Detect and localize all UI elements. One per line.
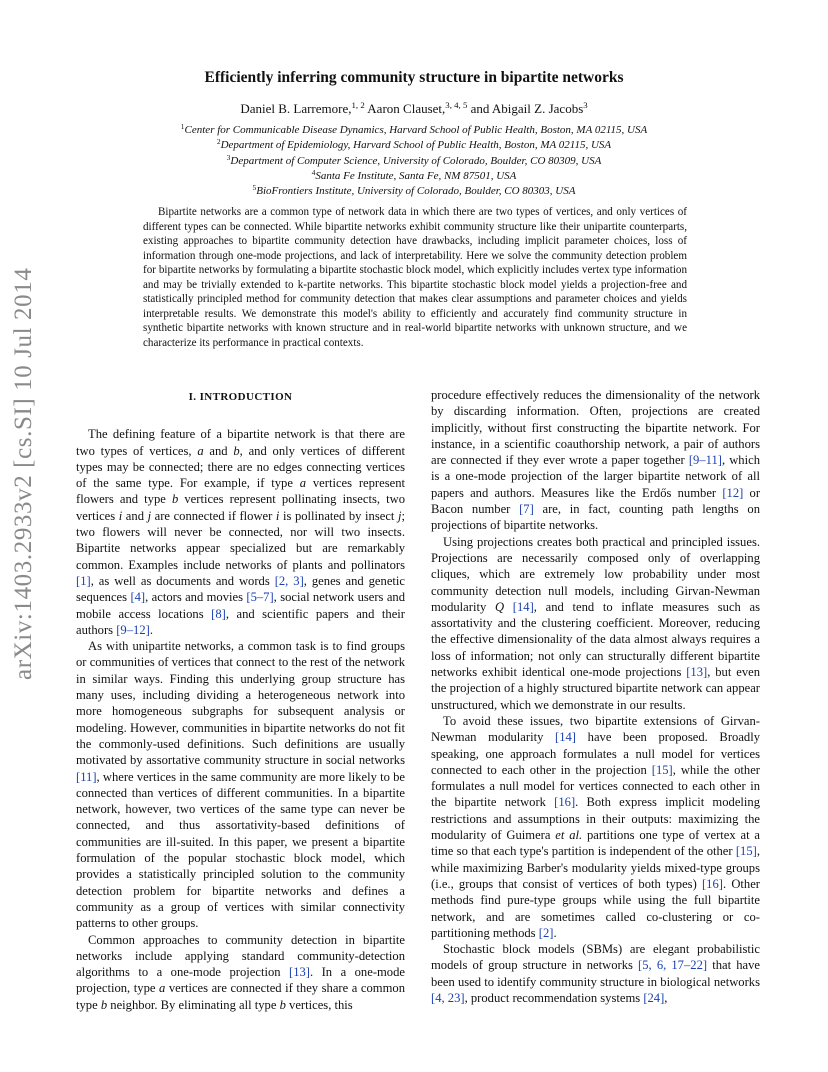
author: Aaron Clauset,$^{3, 4, 5}$ — [367, 100, 468, 116]
text-run: vertices are connected if they share a common type — [76, 981, 405, 1012]
text-run: partitions one type of vertex at a time so that each type's partition is independent of the other — [431, 828, 760, 859]
arxiv-identifier: arXiv:1403.2933v2 [cs.SI] 10 Jul 2014 — [10, 267, 37, 680]
math-symbol: a — [197, 443, 204, 458]
text-run: , while the other formulates a null model for vertices connected to each other in the bipartite network — [431, 762, 761, 810]
math-symbol: i — [118, 508, 123, 523]
citation-link[interactable]: [12] — [722, 485, 744, 500]
right-column — [431, 387, 760, 1006]
math-symbol: Q — [494, 599, 505, 614]
citation-link[interactable]: [2] — [538, 925, 554, 940]
citation-link[interactable]: [15] — [735, 844, 757, 859]
text-run: and — [122, 508, 148, 523]
text-run: , — [664, 990, 668, 1005]
text-run: , product recommendation systems — [464, 990, 644, 1005]
section-heading: I. INTRODUCTION — [188, 391, 293, 403]
text-run: are connected if flower — [151, 508, 276, 523]
text-run: Stochastic block models (SBMs) are elegant probabilistic models of group structure in networks — [431, 942, 760, 973]
text-run: . — [149, 622, 153, 637]
text-run: Using projections creates both practical and principled issues. Projections are necessarily composed only of overlapping cliques, which are extremely low probability under most community detection null models, including Girvan-Newman modularity — [431, 534, 760, 614]
text-run: have been proposed. Broadly speaking, one approach formulates a null model for vertices connected to each other in the projection — [431, 730, 760, 777]
math-symbol: j — [147, 508, 152, 523]
citation-link[interactable]: [8] — [211, 606, 226, 621]
text-run: , but even the projection of a highly structured bipartite network can appear unstructured, which we demonstrate in our results. — [431, 665, 760, 712]
math-symbol: b — [100, 997, 108, 1012]
citation-link[interactable]: [14] — [512, 599, 534, 614]
text-run: Common approaches to community detection in bipartite networks include applying standard community-detection algorithms to a one-mode projection — [76, 932, 405, 980]
text-run: To avoid these issues, two bipartite extensions of Girvan-Newman modularity — [431, 713, 760, 745]
affiliation-line: $^2$Department of Epidemiology, Harvard School of Public Health, Boston, MA 02115, USA — [216, 137, 612, 152]
math-symbol: b — [233, 443, 240, 458]
abstract: Bipartite networks are a common type of network data in which there are two types of vertices, and only vertices of different types can be connected. While bipartite networks exhibit community structure like their unipartite counterparts, existing approaches to bipartite community detection have drawbacks, including implicit parameter choices, loss of information through one-mode projections, and lack of interpretability. Here we solve the community detection problem for bipartite networks by formulating a bipartite stochastic block model, which explicitly includes vertex type information and may be trivially extended to k-partite networks. This bipartite stochastic block model yields a projection-free and statistically principled method for community detection that makes clear assumptions and parameter choices and yields interpretable results. We demonstrate this model's ability to efficiently and accurately find community structure in synthetic bipartite networks with known structure and in real-world bipartite networks with unknown structure, and we characterize its performance in practical contexts. — [143, 206, 687, 349]
author: Daniel B. Larremore,$^{1, 2}$ — [240, 100, 365, 116]
text-run: vertices represent pollinating insects, two vertices — [76, 492, 405, 523]
paper-title: Efficiently inferring community structure in bipartite networks — [204, 69, 624, 86]
text-run: , actors and movies — [145, 590, 247, 605]
author: and Abigail Z. Jacobs$^3$ — [470, 100, 588, 116]
body-paragraph — [76, 932, 405, 1013]
text-run: , as well as documents and words — [90, 573, 275, 588]
text-run: and — [203, 443, 234, 458]
citation-link[interactable]: [9–11] — [688, 453, 722, 468]
text-run: that have been used to identify community structure in biological networks — [431, 958, 760, 989]
math-symbol: b — [171, 492, 179, 507]
affiliation-line: $^3$Department of Computer Science, University of Colorado, Boulder, CO 80309, USA — [226, 152, 602, 167]
citation-link[interactable]: [13] — [289, 965, 310, 980]
text-run: are, in fact, counting path lengths on projections of bipartite networks. — [431, 502, 760, 533]
text-run: is pollinated by insect — [279, 508, 398, 523]
text-run: . Both express implicit modeling restrictions and assumptions in their outputs: maximizing the modularity of Guimera — [431, 795, 760, 843]
citation-link[interactable]: [16] — [701, 876, 723, 891]
affiliation-line: $^1$Center for Communicable Disease Dynamics, Harvard School of Public Health, Boston, MA 02115, USA — [180, 121, 648, 136]
text-run: The defining feature of a bipartite network is that there are two types of vertices, — [76, 427, 405, 458]
body-paragraph — [76, 638, 405, 931]
citation-link[interactable]: [11] — [76, 769, 97, 784]
text-run: neighbor. By eliminating all type — [107, 997, 280, 1012]
body-paragraph — [431, 534, 760, 713]
text-run: or Bacon number — [431, 485, 761, 517]
math-symbol: j — [398, 508, 402, 523]
citation-link[interactable]: [7] — [519, 502, 534, 517]
citation-link[interactable]: [1] — [76, 573, 91, 588]
left-column — [76, 387, 405, 1013]
body-paragraph — [431, 713, 760, 941]
text-run: , and scientific papers and their authors — [76, 606, 405, 637]
citation-link[interactable]: [13] — [686, 665, 708, 680]
math-symbol: et al. — [555, 828, 583, 843]
text-run: . Other methods find pure-type groups while using the full bipartite network, and are sometimes called co-clustering or co-partitioning methods — [431, 876, 760, 940]
math-symbol: a — [159, 981, 166, 996]
text-run: , and tend to inflate measures such as assortativity and the clustering coefficient. Moreover, reducing the effective dimensionality of the data almost always requires a loss of information; not only can structurally different bipartite networks exhibit identical one-mode projections — [431, 599, 761, 680]
text-run: . — [553, 925, 557, 940]
text-run: , social network users and mobile access locations — [76, 590, 406, 621]
text-run: As with unipartite networks, a common task is to find groups or communities of vertices that connect to the rest of the network in similar ways. Finding this underlying group structure has many uses, including dividing a heterogeneous network into more homogeneous subgraphs for subsequent analysis or modeling. However, communities in bipartite networks do not fit the commonly-used definitions. Such definitions are usually motivated by assortative community structure in social networks — [76, 639, 405, 768]
body-paragraph — [431, 941, 760, 1006]
citation-link[interactable]: [15] — [651, 762, 673, 777]
citation-link[interactable]: [4, 23] — [431, 990, 465, 1005]
text-run — [504, 600, 513, 614]
citation-link[interactable]: [4] — [130, 590, 146, 605]
body-paragraph — [76, 426, 405, 638]
right-column-body — [431, 387, 760, 1006]
body-paragraph — [431, 387, 760, 534]
affiliation-line: $^4$Santa Fe Institute, Santa Fe, NM 87501, USA — [311, 167, 517, 182]
citation-link[interactable]: [24] — [643, 990, 665, 1005]
math-symbol: b — [279, 997, 286, 1012]
affiliations — [80, 123, 748, 199]
text-run: ; two flowers will never be connected, nor will two insects. Bipartite networks appear specialized but are remarkably common. Examples include networks of plants and pollinators — [76, 508, 405, 572]
text-run: vertices, this — [285, 997, 353, 1012]
text-run: , where vertices in the same community are more likely to be connected than vertices of different communities. In a bipartite network, however, two vertices of the same type can never be connected, and thus assortativity-based definitions of communities are ill-suited. In this paper, we present a bipartite formulation of the popular stochastic block model, which provides a statistically principled solution to the community detection problem for bipartite networks and defines a community as a group of vertices with similar connectivity patterns to other groups. — [76, 769, 405, 931]
citation-link[interactable]: [2, 3] — [274, 573, 304, 588]
left-column-body — [76, 426, 405, 1013]
text-run: vertices represent flowers and type — [76, 476, 405, 507]
citation-link[interactable]: [16] — [554, 795, 576, 810]
citation-link[interactable]: [5–7] — [246, 590, 274, 605]
text-run: , while maximizing Barber's modularity yields mixed-type groups (i.e., groups that consist of vertices of both types) — [431, 844, 760, 891]
math-symbol: a — [299, 476, 307, 491]
citation-link[interactable]: [5, 6, 17–22] — [638, 958, 708, 973]
text-run: , and only vertices of different types may be connected; there are no edges connecting vertices of the same type. For example, if type — [76, 443, 405, 491]
text-run: procedure effectively reduces the dimensionality of the network by discarding information. Often, projections are created implicitly, without first constructing the bipartite network. For instance, in a scientific coauthorship network, a pair of authors are connected if they ever wrote a paper together — [431, 388, 760, 468]
text-run: . In a one-mode projection, type — [76, 965, 405, 996]
citation-link[interactable]: [14] — [555, 730, 576, 745]
text-run: , genes and genetic sequences — [76, 573, 406, 605]
affiliation-line: $^5$BioFrontiers Institute, University of Colorado, Boulder, CO 80303, USA — [252, 183, 576, 198]
citation-link[interactable]: [9–12] — [116, 622, 150, 637]
author-list — [60, 101, 768, 117]
text-run: , which is a one-mode projection of the larger bipartite network of all papers and authors. Measures like the Erdős number — [431, 453, 760, 500]
math-symbol: i — [275, 508, 280, 523]
